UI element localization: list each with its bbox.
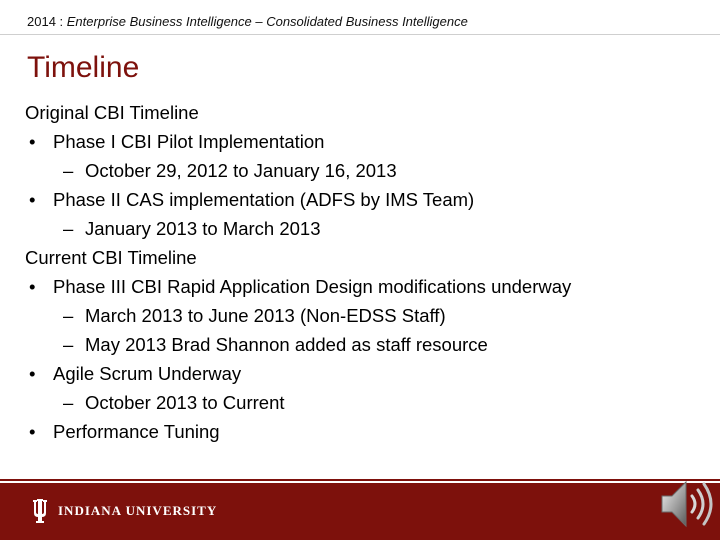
list-item-text: Phase II CAS implementation (ADFS by IMS Team)	[53, 189, 475, 210]
list-item-text: October 2013 to Current	[85, 392, 285, 413]
dash-marker: –	[63, 334, 74, 355]
list-item	[25, 98, 705, 127]
dash-marker: –	[63, 305, 74, 326]
list-item	[25, 359, 705, 388]
list-item	[25, 388, 705, 417]
dash-marker: –	[63, 160, 74, 181]
header-year: 2014 :	[27, 14, 67, 29]
slide-title: Timeline	[27, 51, 140, 84]
bullet-marker: •	[29, 363, 36, 384]
list-item-text: May 2013 Brad Shannon added as staff resource	[85, 334, 488, 355]
list-item	[25, 330, 705, 359]
list-item-text: October 29, 2012 to January 16, 2013	[85, 160, 397, 181]
iu-trident-icon	[30, 497, 50, 525]
list-item-text: Original CBI Timeline	[25, 102, 199, 123]
list-item	[25, 214, 705, 243]
bullet-marker: •	[29, 131, 36, 152]
list-item-text: Phase III CBI Rapid Application Design modifications underway	[53, 276, 572, 297]
list-item-text: Phase I CBI Pilot Implementation	[53, 131, 325, 152]
list-item	[25, 417, 705, 446]
dash-marker: –	[63, 392, 74, 413]
list-item	[25, 301, 705, 330]
footer-divider	[0, 479, 720, 481]
slide-body	[25, 98, 705, 446]
list-item	[25, 243, 705, 272]
header-subtitle: Enterprise Business Intelligence – Consolidated Business Intelligence	[66, 14, 468, 29]
list-item-text: Agile Scrum Underway	[53, 363, 242, 384]
list-item-text: Current CBI Timeline	[25, 247, 197, 268]
list-item-text: January 2013 to March 2013	[85, 218, 321, 239]
list-item	[25, 156, 705, 185]
list-item	[25, 185, 705, 214]
speaker-icon[interactable]	[656, 476, 720, 532]
bullet-marker: •	[29, 189, 36, 210]
university-wordmark: INDIANA UNIVERSITY	[58, 503, 218, 518]
bullet-marker: •	[29, 276, 36, 297]
list-item-text: March 2013 to June 2013 (Non-EDSS Staff)	[85, 305, 446, 326]
header-divider	[0, 34, 720, 35]
dash-marker: –	[63, 218, 74, 239]
list-item	[25, 127, 705, 156]
slide-header	[27, 14, 468, 29]
list-item-text: Performance Tuning	[53, 421, 220, 442]
bullet-marker: •	[29, 421, 36, 442]
list-item	[25, 272, 705, 301]
